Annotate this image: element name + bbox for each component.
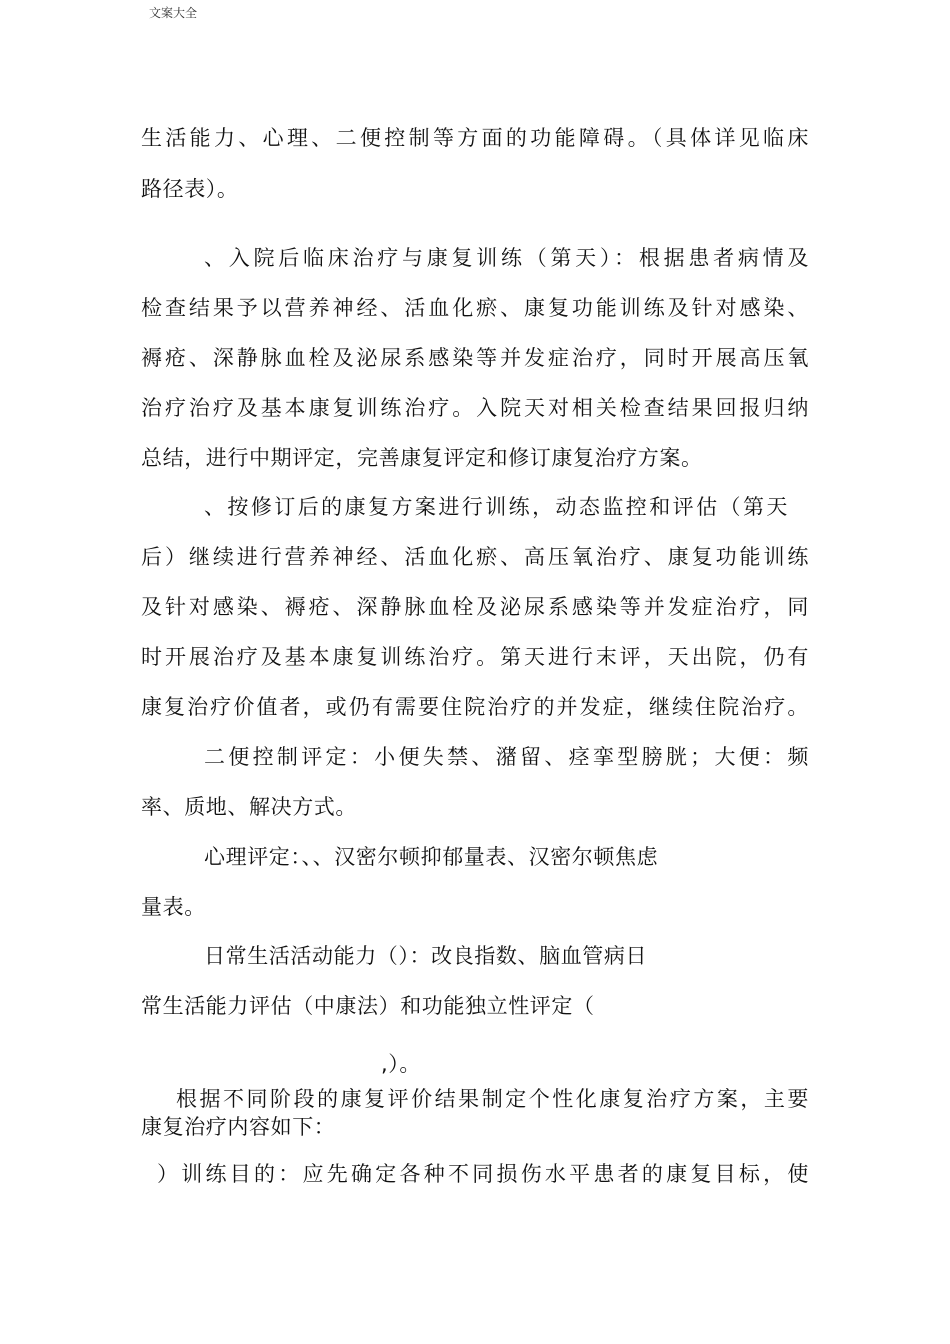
paragraph-line: 根据不同阶段的康复评价结果制定个性化康复治疗方案，主要 [176, 1087, 809, 1111]
paragraph-line: 、按修订后的康复方案进行训练，动态监控和评估（第天 [204, 495, 788, 519]
paragraph-line: ,）。 [381, 1052, 421, 1076]
paragraph-line: 日常生活活动能力（）：改良指数、脑血管病日 [204, 944, 648, 968]
paragraph-line: 心理评定：、、汉密尔顿抑郁量表、汉密尔顿焦虑 [204, 845, 659, 869]
page-header: 文案大全 [149, 6, 198, 20]
paragraph-line: 康复治疗价值者，或仍有需要住院治疗的并发症，继续住院治疗。 [141, 695, 809, 719]
paragraph-line: 路径表）。 [141, 177, 239, 201]
paragraph-line: 及针对感染、褥疮、深静脉血栓及泌尿系感染等并发症治疗，同 [141, 595, 809, 619]
paragraph-line: 量表。 [141, 895, 206, 919]
paragraph-line: 常生活能力评估（中康法）和功能独立性评定（ [141, 994, 595, 1018]
paragraph-line: 褥疮、深静脉血栓及泌尿系感染等并发症治疗，同时开展高压氧 [141, 346, 809, 370]
paragraph-line: 率、质地、解决方式。 [141, 795, 357, 819]
paragraph-line: 检查结果予以营养神经、活血化瘀、康复功能训练及针对感染、 [141, 296, 809, 320]
paragraph-line: ）训练目的：应先确定各种不同损伤水平患者的康复目标，使 [157, 1162, 809, 1186]
paragraph-line: 康复治疗内容如下： [141, 1115, 336, 1139]
paragraph-line: 总结，进行中期评定，完善康复评定和修订康复治疗方案。 [141, 446, 703, 470]
paragraph-line: 时开展治疗及基本康复训练治疗。第天进行末评，天出院，仍有 [141, 645, 809, 669]
paragraph-line: 、入院后临床治疗与康复训练（第天）：根据患者病情及 [204, 246, 809, 270]
paragraph-line: 后）继续进行营养神经、活血化瘀、高压氧治疗、康复功能训练 [141, 545, 809, 569]
paragraph-line: 治疗治疗及基本康复训练治疗。入院天对相关检查结果回报归纳 [141, 396, 809, 420]
paragraph-line: 生活能力、心理、二便控制等方面的功能障碍。（具体详见临床 [141, 126, 809, 150]
paragraph-line: 二便控制评定：小便失禁、潴留、痉挛型膀胱；大便：频 [204, 745, 809, 769]
